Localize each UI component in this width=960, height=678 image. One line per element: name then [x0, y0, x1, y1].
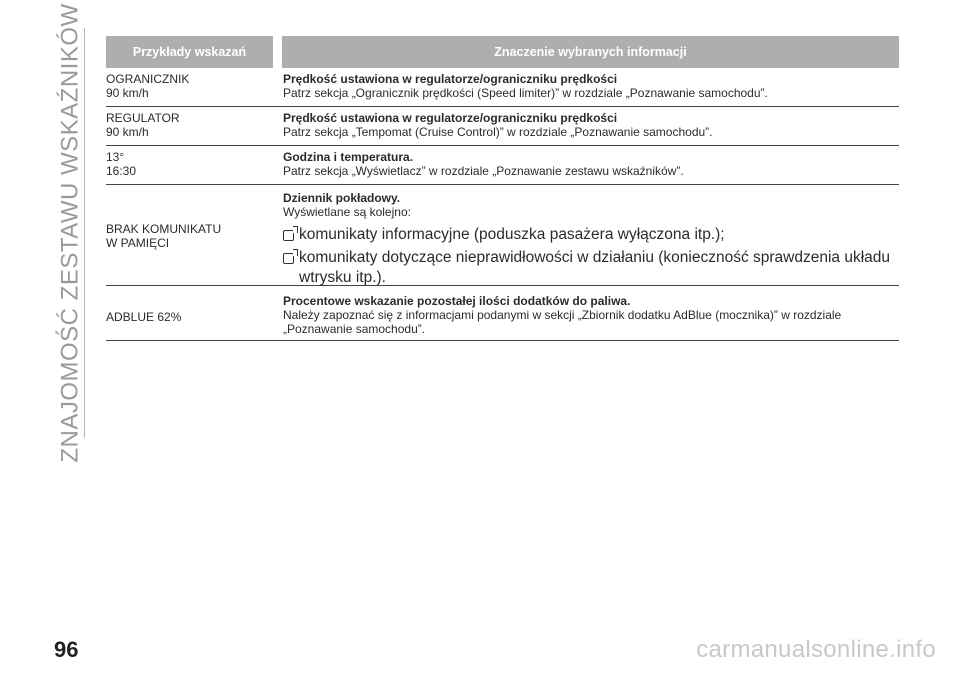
table-row — [106, 185, 899, 286]
section-side-title — [56, 3, 86, 463]
bullet-text: komunikaty dotyczące nieprawidłowości w działaniu (konieczność sprawdzenia układu wtrysku itp.). — [299, 249, 891, 286]
section-side-title-text: ZNAJOMOŚĆ ZESTAWU WSKAŹNIKÓW — [57, 3, 85, 463]
bullet-item — [283, 225, 897, 245]
example-cell — [106, 310, 276, 324]
meaning-cell — [283, 72, 897, 100]
meaning-title: Prędkość ustawiona w regulatorze/ograniczniku prędkości — [283, 72, 618, 86]
example-line: W PAMIĘCI — [106, 236, 170, 250]
meaning-text: Patrz sekcja „Tempomat (Cruise Control)” w rozdziale „Poznawanie samochodu”. — [283, 125, 713, 139]
meaning-title: Procentowe wskazanie pozostałej ilości dodatków do paliwa. — [283, 294, 631, 308]
watermark: carmanualsonline.info — [696, 636, 936, 663]
meaning-text: Patrz sekcja „Wyświetlacz” w rozdziale „Poznawanie zestawu wskaźników”. — [283, 164, 684, 178]
table-row — [106, 107, 899, 146]
checkbox-bullet-icon — [283, 253, 294, 264]
meaning-cell — [283, 150, 897, 178]
header-examples: Przykłady wskazań — [106, 36, 273, 68]
table-row — [106, 146, 899, 185]
example-line: BRAK KOMUNIKATU — [106, 222, 222, 236]
meaning-cell — [283, 294, 897, 336]
meaning-cell — [283, 111, 897, 139]
meaning-cell — [283, 191, 897, 288]
meaning-title: Dziennik pokładowy. — [283, 191, 401, 205]
example-cell — [106, 150, 276, 178]
example-cell — [106, 222, 276, 250]
bullet-item — [283, 248, 897, 288]
meaning-title: Prędkość ustawiona w regulatorze/ograniczniku prędkości — [283, 111, 618, 125]
example-cell — [106, 111, 276, 139]
example-line: REGULATOR — [106, 111, 180, 125]
meaning-text: Należy zapoznać się z informacjami podanymi w sekcji „Zbiornik dodatku AdBlue (mocznika)” w rozdziale „Poznawanie samochodu”. — [283, 308, 842, 336]
example-line: 90 km/h — [106, 86, 149, 100]
meaning-text: Wyświetlane są kolejno: — [283, 205, 411, 219]
meaning-text: Patrz sekcja „Ogranicznik prędkości (Speed limiter)” w rozdziale „Poznawanie samochodu”. — [283, 86, 768, 100]
side-divider — [84, 28, 85, 438]
example-line: 13° — [106, 150, 125, 164]
example-line: 16:30 — [106, 164, 137, 178]
header-meaning: Znaczenie wybranych informacji — [282, 36, 899, 68]
checkbox-bullet-icon — [283, 230, 294, 241]
example-line: 90 km/h — [106, 125, 149, 139]
example-line: ADBLUE 62% — [106, 310, 182, 324]
example-cell — [106, 72, 276, 100]
page-number: 96 — [54, 637, 79, 662]
table-row — [106, 286, 899, 341]
bullet-text: komunikaty informacyjne (poduszka pasażera wyłączona itp.); — [299, 226, 725, 243]
table-row — [106, 68, 899, 107]
example-line: OGRANICZNIK — [106, 72, 190, 86]
meaning-title: Godzina i temperatura. — [283, 150, 414, 164]
